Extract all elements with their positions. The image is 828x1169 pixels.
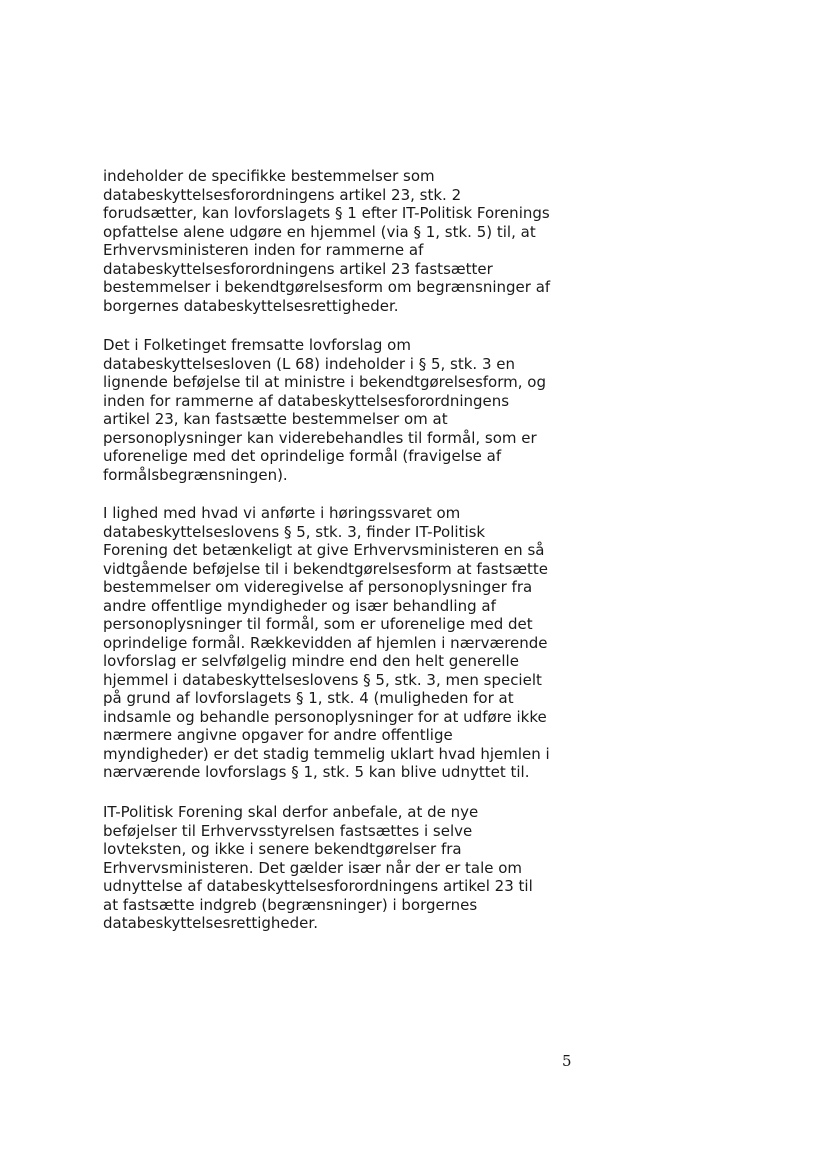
text-line: uforenelige med det oprindelige formål (fravigelse af (103, 447, 502, 465)
text-line: nærværende lovforslags § 1, stk. 5 kan blive udnyttet til. (103, 763, 530, 781)
text-line: oprindelige formål. Rækkevidden af hjemlen i nærværende (103, 633, 548, 652)
text-line: indeholder de specifikke bestemmelser som (103, 167, 435, 185)
text-line: hjemmel i databeskyttelseslovens § 5, stk. 3, men specielt (103, 670, 542, 689)
text-line: indsamle og behandle personoplysninger for at udføre ikke (103, 707, 547, 726)
page-number: 5 (562, 1052, 572, 1070)
text-line: forudsætter, kan lovforslagets § 1 efter IT-Politisk Forenings (103, 204, 550, 222)
text-line: bestemmelser i bekendtgørelsesform om begrænsninger af (103, 278, 551, 296)
paragraph-3 (103, 504, 591, 782)
text-line: lignende beføjelse til at ministre i bekendtgørelsesform, og (103, 373, 546, 391)
text-line: andre offentlige myndigheder og især behandling af (103, 596, 496, 615)
text-line: udnyttelse af databeskyttelsesforordningens artikel 23 til (103, 877, 533, 895)
text-line: lovforslag er selvfølgelig mindre end den helt generelle (103, 652, 519, 670)
text-line: beføjelser til Erhvervsstyrelsen fastsættes i selve (103, 821, 473, 840)
text-line: I lighed med hvad vi anførte i høringssvaret om (103, 504, 461, 522)
text-line: databeskyttelsesrettigheder. (103, 914, 318, 932)
text-line: artikel 23, kan fastsætte bestemmelser om at (103, 410, 448, 428)
text-line: Forening det betænkeligt at give Erhvervsministeren en så (103, 541, 545, 559)
text-line: personoplysninger til formål, som er uforenelige med det (103, 615, 533, 633)
text-line: Det i Folketinget fremsatte lovforslag om (103, 336, 411, 354)
paragraph-2 (103, 336, 591, 484)
text-line: databeskyttelsesforordningens artikel 23, stk. 2 (103, 185, 462, 204)
text-line: personoplysninger kan viderebehandles til formål, som er (103, 428, 537, 447)
text-line: borgernes databeskyttelsesrettigheder. (103, 296, 399, 315)
text-line: at fastsætte indgreb (begrænsninger) i borgernes (103, 895, 478, 914)
text-line: lovteksten, og ikke i senere bekendtgørelser fra (103, 840, 462, 858)
paragraph-4 (103, 803, 591, 933)
text-line: nærmere angivne opgaver for andre offentlige (103, 726, 453, 744)
text-line: Erhvervsministeren inden for rammerne af (103, 241, 424, 259)
text-line: på grund af lovforslagets § 1, stk. 4 (muligheden for at (103, 689, 514, 707)
text-line: bestemmelser om videregivelse af personoplysninger fra (103, 578, 533, 596)
text-line: databeskyttelsesforordningens artikel 23 fastsætter (103, 259, 493, 278)
text-line: vidtgående beføjelse til i bekendtgørelsesform at fastsætte (103, 559, 549, 578)
text-line: opfattelse alene udgøre en hjemmel (via § 1, stk. 5) til, at (103, 222, 536, 241)
text-line: myndigheder) er det stadig temmelig uklart hvad hjemlen i (103, 744, 550, 763)
text-line: formålsbegrænsningen). (103, 465, 288, 484)
text-line: databeskyttelseslovens § 5, stk. 3, finder IT-Politisk (103, 522, 486, 541)
paragraph-1 (103, 167, 591, 315)
text-line: inden for rammerne af databeskyttelsesforordningens (103, 391, 510, 410)
text-line: IT-Politisk Forening skal derfor anbefale, at de nye (103, 803, 479, 821)
text-line: Erhvervsministeren. Det gælder især når der er tale om (103, 858, 523, 877)
text-line: databeskyttelsesloven (L 68) indeholder i § 5, stk. 3 en (103, 354, 516, 373)
